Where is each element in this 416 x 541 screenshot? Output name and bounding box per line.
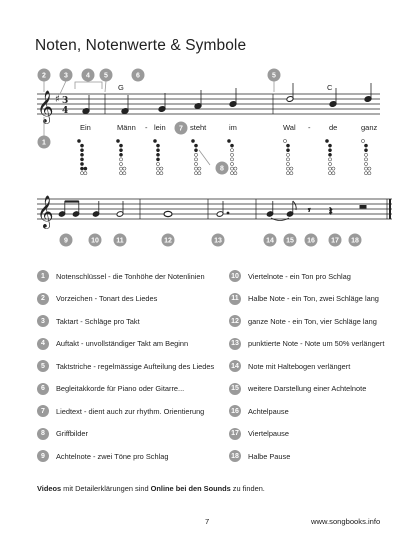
- legend-text: Viertelnote - ein Ton pro Schlag: [248, 271, 351, 281]
- fingering-chart: [361, 139, 371, 174]
- legend-text: Halbe Pause: [248, 451, 291, 461]
- fingering-hole: [328, 149, 331, 152]
- time-signature-bottom-icon: 4: [62, 106, 69, 116]
- fingering-hole: [332, 167, 335, 170]
- number-badge: 16: [229, 405, 241, 417]
- fingering-hole: [194, 167, 197, 170]
- lyric-syllable: -: [308, 123, 311, 132]
- callout-number: 5: [272, 72, 276, 80]
- callout-number: 9: [64, 237, 68, 245]
- fingering-hole: [286, 144, 289, 147]
- number-badge: 5: [37, 360, 49, 372]
- fingering-hole: [286, 153, 289, 156]
- fingering-hole: [194, 162, 197, 165]
- fingering-hole: [156, 144, 159, 147]
- callout-number: 14: [266, 237, 274, 245]
- callout-number: 16: [307, 237, 315, 245]
- legend-text: Note mit Haltebogen verlängert: [248, 361, 351, 371]
- website-link[interactable]: www.songbooks.info: [311, 517, 381, 526]
- number-badge: 1: [37, 270, 49, 282]
- legend-text: Notenschlüssel - die Tonhöhe der Notenlinien: [56, 271, 205, 281]
- fingering-chart: [116, 139, 126, 174]
- fingering-hole: [194, 172, 197, 175]
- music-notation: [0, 0, 416, 270]
- legend-item: [229, 360, 350, 372]
- callout-number: 12: [164, 237, 172, 245]
- lyric-syllable: Wal: [283, 123, 296, 132]
- fingering-hole: [328, 172, 331, 175]
- fingering-hole: [328, 153, 331, 156]
- legend-text: Taktstriche - regelmässige Aufteilung des Liedes: [56, 361, 215, 371]
- fingering-hole: [230, 158, 233, 161]
- callout-number: 8: [220, 165, 224, 173]
- fingering-hole: [80, 153, 83, 156]
- half-rest-icon: [360, 206, 366, 209]
- fingering-hole: [286, 149, 289, 152]
- fingering-hole: [194, 144, 197, 147]
- legend-item: [37, 315, 140, 327]
- number-badge: 8: [37, 428, 49, 440]
- number-badge: 11: [229, 293, 241, 305]
- time-signature-top-icon: 3: [62, 96, 69, 106]
- fingering-hole: [191, 139, 194, 142]
- legend-item: [229, 293, 379, 305]
- fingering-hole: [123, 167, 126, 170]
- legend-text: Begleitakkorde für Piano oder Gitarre...: [56, 384, 185, 393]
- legend-item: [229, 383, 366, 395]
- fingering-hole: [80, 172, 83, 175]
- legend-item: [37, 293, 157, 305]
- chord-label: C: [327, 83, 333, 92]
- legend-item: [229, 270, 351, 282]
- lyric-syllable: de: [329, 123, 338, 132]
- fingering-hole: [153, 139, 156, 142]
- fingering-chart: [153, 139, 163, 174]
- callout-number: 13: [214, 237, 222, 245]
- legend-text: Achtelnote - zwei Töne pro Schlag: [56, 451, 169, 461]
- fingering-hole: [230, 149, 233, 152]
- legend-text: Auftakt - unvollständiger Takt am Beginn: [56, 339, 189, 348]
- fingering-hole: [119, 144, 122, 147]
- lyric-syllable: im: [229, 123, 237, 132]
- number-badge: 10: [229, 270, 241, 282]
- fingering-hole: [325, 139, 328, 142]
- lyric-syllable: lein: [154, 123, 166, 132]
- fingering-hole: [194, 149, 197, 152]
- fingering-hole: [290, 172, 293, 175]
- fingering-hole: [80, 162, 83, 165]
- fingering-hole: [194, 153, 197, 156]
- treble-clef-icon: 𝄞: [37, 195, 54, 228]
- footer-note: Videos mit Detailerklärungen sind Online bei den Sounds zu finden.: [37, 484, 265, 493]
- callout-number: 11: [116, 237, 124, 245]
- legend-text: Liedtext - dient auch zur rhythm. Orientierung: [56, 406, 205, 416]
- number-badge: 2: [37, 293, 49, 305]
- fingering-hole: [234, 167, 237, 170]
- fingering-hole: [283, 139, 286, 142]
- fingering-hole: [160, 172, 163, 175]
- treble-clef-icon: 𝄞: [37, 90, 54, 123]
- number-badge: 15: [229, 383, 241, 395]
- fingering-hole: [364, 167, 367, 170]
- lyric-syllable: ganz: [361, 123, 378, 132]
- lyric-syllable: Ein: [80, 123, 91, 132]
- fingering-hole: [230, 172, 233, 175]
- number-badge: 4: [37, 338, 49, 350]
- fingering-hole: [84, 167, 87, 170]
- legend-text: Vorzeichen - Tonart des Liedes: [56, 294, 158, 303]
- fingering-hole: [84, 172, 87, 175]
- fingering-hole: [119, 153, 122, 156]
- legend-item: [229, 315, 377, 327]
- fingering-hole: [156, 153, 159, 156]
- fingering-hole: [156, 162, 159, 165]
- fingering-hole: [286, 167, 289, 170]
- fingering-hole: [123, 172, 126, 175]
- eighth-rest-icon: 𝄾: [308, 206, 311, 216]
- fingering-hole: [156, 149, 159, 152]
- chord-label: G: [118, 83, 124, 92]
- fingering-hole: [364, 153, 367, 156]
- fingering-hole: [290, 167, 293, 170]
- number-badge: 18: [229, 450, 241, 462]
- legend-item: [37, 405, 204, 417]
- lyric-syllable: -: [145, 123, 148, 132]
- legend-text: Halbe Note - ein Ton, zwei Schläge lang: [248, 294, 379, 303]
- fingering-hole: [194, 158, 197, 161]
- fingering-chart: [227, 139, 237, 174]
- whole-note: [164, 211, 172, 216]
- number-badge: 12: [229, 315, 241, 327]
- number-badge: 14: [229, 360, 241, 372]
- lyric-syllable: steht: [190, 123, 207, 132]
- fingering-hole: [80, 149, 83, 152]
- page-title: Noten, Notenwerte & Symbole: [35, 37, 247, 54]
- page-number: 7: [205, 517, 210, 526]
- augmentation-dot: [227, 212, 229, 214]
- fingering-hole: [230, 153, 233, 156]
- fingering-hole: [364, 172, 367, 175]
- fingering-hole: [364, 162, 367, 165]
- fingering-hole: [286, 172, 289, 175]
- legend-item: [229, 428, 289, 440]
- callout-number: 10: [91, 237, 99, 245]
- legend-text: punktierte Note - Note um 50% verlängert: [248, 339, 385, 348]
- fingering-hole: [198, 167, 201, 170]
- fingering-chart: [283, 139, 293, 174]
- callout-number: 17: [331, 237, 339, 245]
- number-badge: 13: [229, 338, 241, 350]
- legend-item: [37, 450, 168, 462]
- callout-number: 3: [64, 72, 68, 80]
- callout-badges: [38, 69, 362, 247]
- legend-item: [229, 450, 290, 462]
- legend-text: ganze Note - ein Ton, vier Schläge lang: [248, 316, 377, 326]
- legend-item: [37, 428, 88, 440]
- number-badge: 6: [37, 383, 49, 395]
- legend-item: [37, 338, 188, 350]
- fingering-chart: [191, 139, 201, 174]
- fingering-hole: [198, 172, 201, 175]
- fingering-hole: [364, 149, 367, 152]
- fingering-hole: [286, 158, 289, 161]
- fingering-hole: [156, 167, 159, 170]
- callout-number: 7: [179, 125, 183, 133]
- fingering-hole: [368, 172, 371, 175]
- fingering-hole: [286, 162, 289, 165]
- staff-2-notes: [58, 199, 390, 221]
- fingering-hole: [156, 172, 159, 175]
- fingering-hole: [230, 144, 233, 147]
- fingering-hole: [328, 162, 331, 165]
- fingering-hole: [328, 167, 331, 170]
- lyric-syllable: Männ: [117, 123, 136, 132]
- fingering-hole: [80, 158, 83, 161]
- fingering-hole: [119, 149, 122, 152]
- fingering-hole: [80, 144, 83, 147]
- fingering-hole: [227, 139, 230, 142]
- fingering-hole: [364, 158, 367, 161]
- number-badge: 7: [37, 405, 49, 417]
- legend-text: Taktart - Schläge pro Takt: [56, 316, 140, 326]
- fingering-hole: [328, 158, 331, 161]
- fingering-chart: [325, 139, 335, 174]
- legend-item: [229, 338, 384, 350]
- callout-number: 18: [351, 237, 359, 245]
- legend-item: [229, 405, 289, 417]
- callout-number: 1: [42, 139, 46, 147]
- fingering-hole: [364, 144, 367, 147]
- fingering-hole: [230, 162, 233, 165]
- fingering-hole: [80, 167, 83, 170]
- legend-item: [37, 360, 214, 372]
- fingering-hole: [368, 167, 371, 170]
- fingering-hole: [119, 162, 122, 165]
- fingering-hole: [156, 158, 159, 161]
- number-badge: 9: [37, 450, 49, 462]
- fingering-hole: [119, 172, 122, 175]
- legend-item: [37, 383, 184, 395]
- legend-text: Viertelpause: [248, 429, 289, 438]
- legend-text: weitere Darstellung einer Achtelnote: [248, 384, 367, 393]
- callout-number: 15: [286, 237, 294, 245]
- fingering-hole: [119, 167, 122, 170]
- staff-2: [37, 199, 392, 219]
- fingering-hole: [332, 172, 335, 175]
- sharp-icon: ♯: [55, 94, 60, 105]
- fingering-hole: [119, 158, 122, 161]
- legend-text: Griffbilder: [56, 429, 88, 438]
- fingering-hole: [361, 139, 364, 142]
- callout-number: 6: [136, 72, 140, 80]
- fingering-hole: [160, 167, 163, 170]
- legend-item: [37, 270, 205, 282]
- fingering-chart: [77, 139, 87, 174]
- callout-number: 5: [104, 72, 108, 80]
- fingering-hole: [234, 172, 237, 175]
- callout-number: 2: [42, 72, 46, 80]
- legend-text: Achtelpause: [248, 406, 289, 416]
- fingering-hole: [116, 139, 119, 142]
- fingering-hole: [230, 167, 233, 170]
- number-badge: 17: [229, 428, 241, 440]
- quarter-rest-icon: 𝄽: [329, 205, 333, 218]
- fingering-hole: [328, 144, 331, 147]
- fingering-hole: [77, 139, 80, 142]
- lyrics: [80, 123, 378, 132]
- number-badge: 3: [37, 315, 49, 327]
- callout-number: 4: [86, 72, 90, 80]
